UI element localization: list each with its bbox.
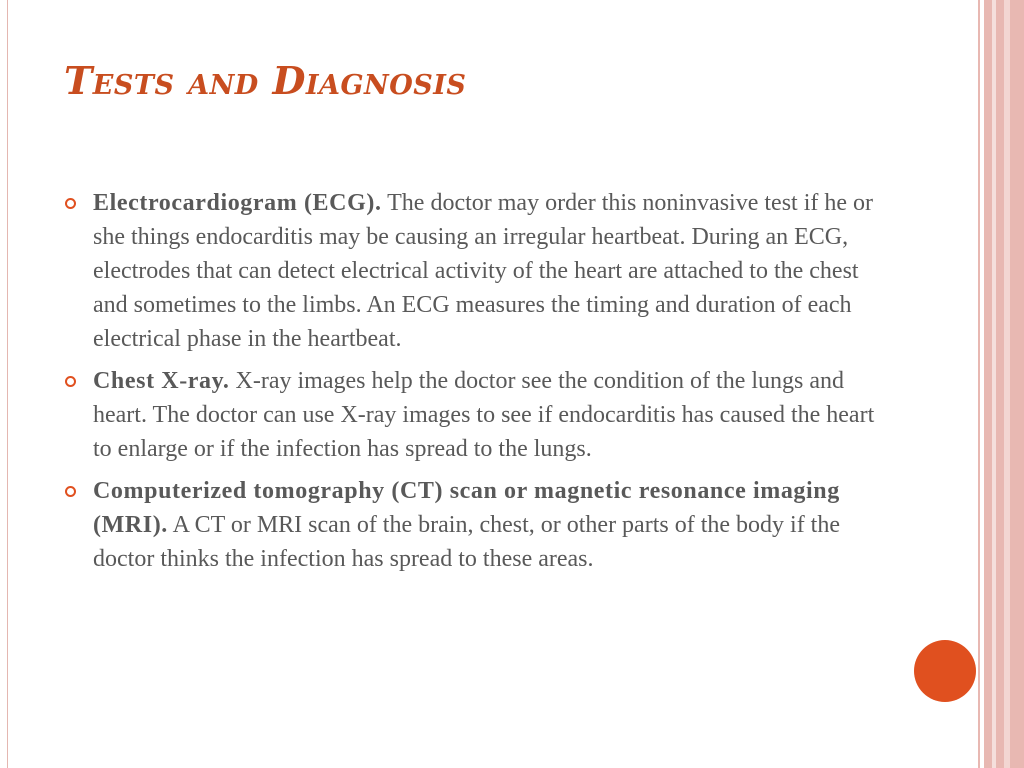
right-stripe <box>978 0 980 768</box>
bullet-item-ecg <box>64 186 884 356</box>
bullet-ring-icon <box>65 376 76 387</box>
bullet-text: A CT or MRI scan of the brain, chest, or other parts of the body if the doctor thinks the infection has spread to these areas. <box>93 512 841 572</box>
bullet-item-chest-xray <box>64 364 884 466</box>
bullet-list <box>64 186 884 584</box>
bullet-lead: Chest X-ray. <box>93 368 230 394</box>
left-border-line <box>7 0 8 768</box>
bullet-text: X-ray images help the doctor see the condition of the lungs and heart. The doctor can use X-ray images to see if endocarditis has caused the heart to enlarge or if the infection has spread to the lungs. <box>93 368 875 462</box>
bullet-text: The doctor may order this noninvasive test if he or she things endocarditis may be causing an irregular heartbeat. During an ECG, electrodes that can detect electrical activity of the heart are attached to the chest and sometimes to the limbs. An ECG measures the timing and duration of each electrical phase in the heartbeat. <box>93 190 873 352</box>
right-stripe <box>984 0 992 768</box>
bullet-lead: Computerized tomography (CT) scan or magnetic resonance imaging (MRI). <box>93 478 840 538</box>
bullet-lead: Electrocardiogram (ECG). <box>93 190 382 216</box>
slide-title: Tests and Diagnosis <box>64 58 467 103</box>
decorative-circle <box>914 640 976 702</box>
right-stripe <box>996 0 1004 768</box>
bullet-item-ct-mri <box>64 474 884 576</box>
right-stripe <box>1010 0 1024 768</box>
bullet-ring-icon <box>65 486 76 497</box>
bullet-ring-icon <box>65 198 76 209</box>
